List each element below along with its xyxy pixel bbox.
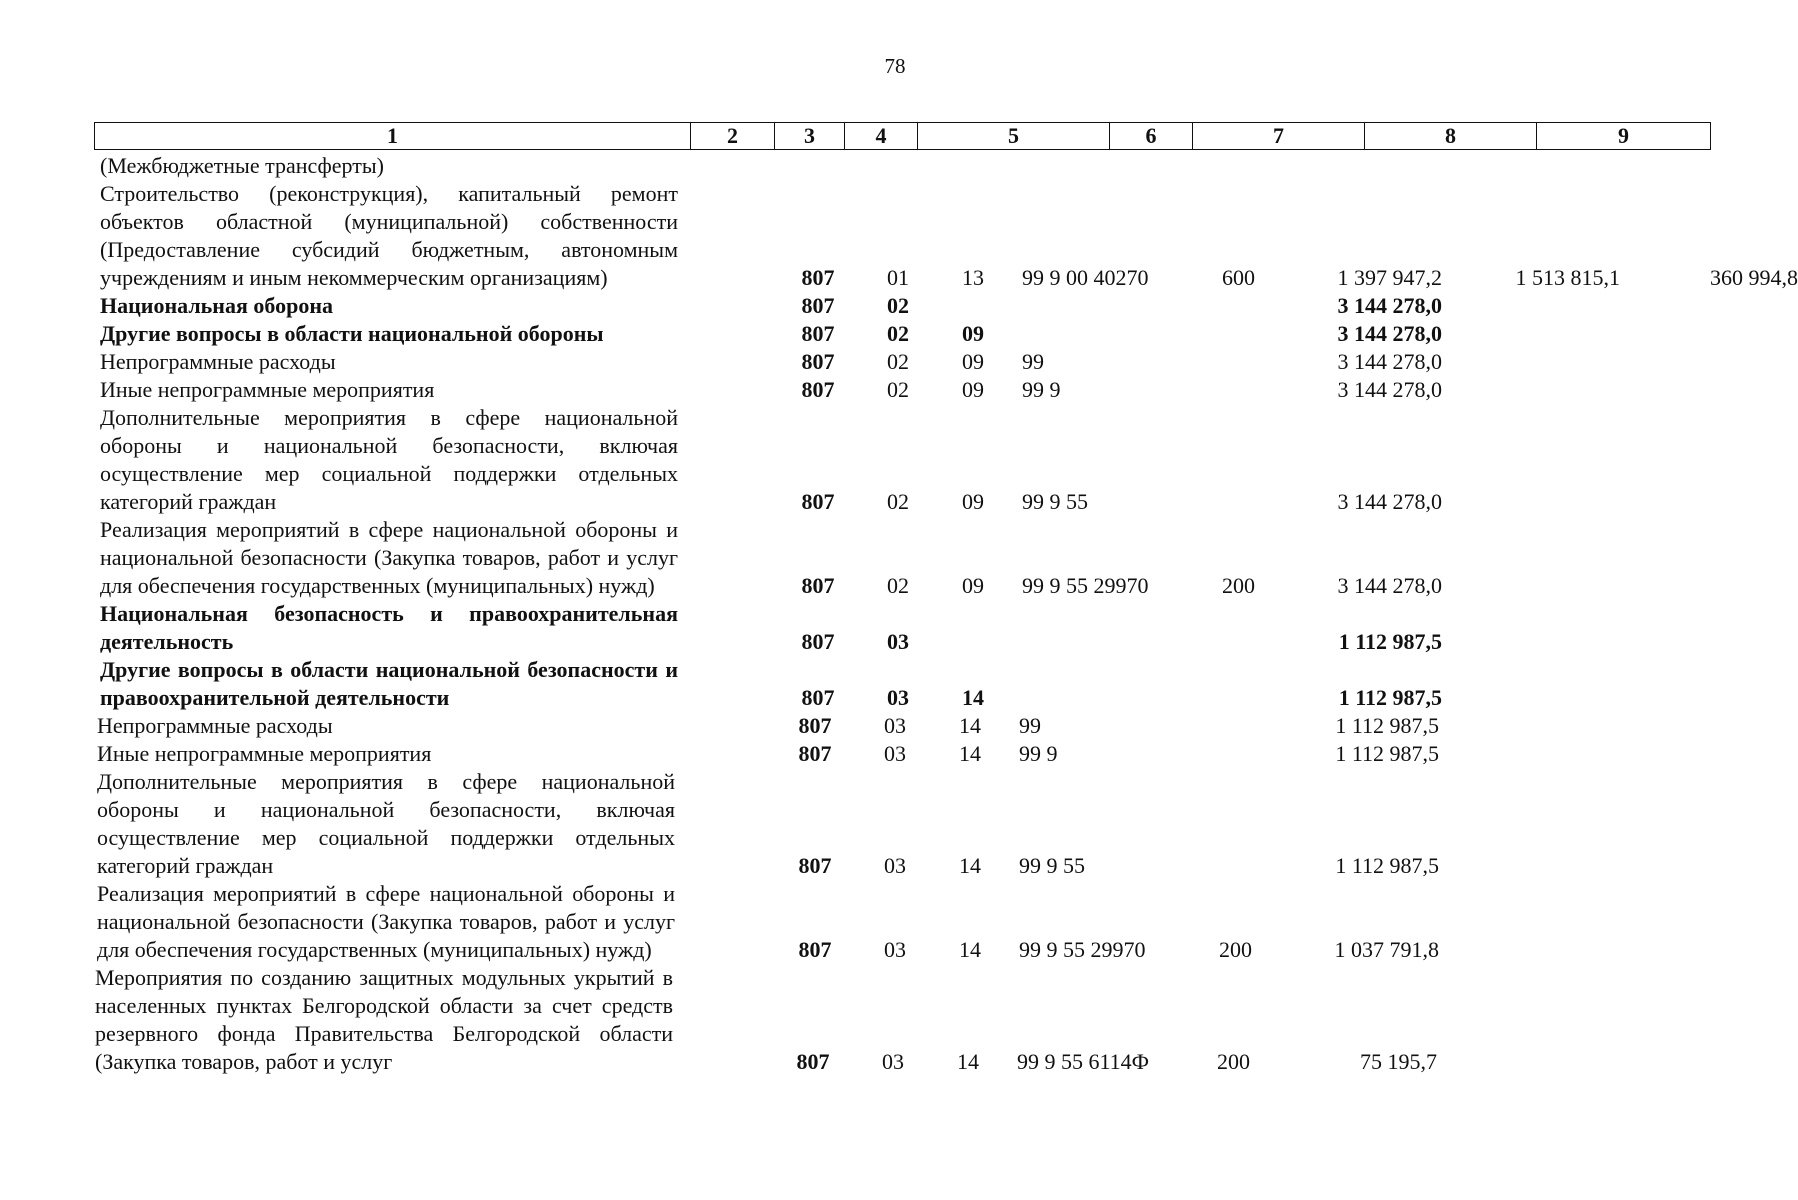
column-header: 6 <box>1110 123 1193 150</box>
cell-amount-col7: 1 037 791,8 <box>1334 937 1439 962</box>
table-row <box>100 656 1714 712</box>
row-name: Строительство (реконструкция), капитальный ремонт объектов областной (муниципальной) собственности (Предоставление субсидий бюджетным, автономным учреждениям и иным некоммерческим организациям) <box>100 181 678 290</box>
cell-ministry-code: 807 <box>801 349 835 374</box>
row-name: Иные непрограммные мероприятия <box>97 741 432 766</box>
cell-expense-type: 200 <box>1217 1049 1250 1074</box>
cell-section: 03 <box>884 741 906 766</box>
table-row <box>100 152 1714 180</box>
column-header: 2 <box>691 123 775 150</box>
table-row <box>100 292 1714 320</box>
table-row <box>95 964 1714 1076</box>
column-header: 4 <box>845 123 918 150</box>
table-row <box>100 516 1714 600</box>
cell-section: 03 <box>882 1049 904 1074</box>
cell-ministry-code: 807 <box>801 685 835 710</box>
cell-subsection: 14 <box>959 937 981 962</box>
cell-ministry-code: 807 <box>801 377 835 402</box>
cell-target-article: 99 9 55 29970 <box>1022 573 1149 598</box>
column-header-table <box>94 122 1711 150</box>
cell-amount-col8: 1 513 815,1 <box>1515 265 1620 290</box>
cell-section: 03 <box>884 937 906 962</box>
cell-section: 02 <box>887 349 909 374</box>
row-name: Иные непрограммные мероприятия <box>100 377 435 402</box>
cell-ministry-code: 807 <box>801 321 835 346</box>
table-row <box>100 180 1798 292</box>
cell-ministry-code: 807 <box>798 713 832 738</box>
cell-subsection: 09 <box>962 349 984 374</box>
row-name: Национальная безопасность и правоохранительная деятельность <box>100 601 678 654</box>
cell-ministry-code: 807 <box>801 629 835 654</box>
cell-target-article: 99 9 55 29970 <box>1019 937 1146 962</box>
table-row <box>100 348 1714 376</box>
cell-amount-col7: 3 144 278,0 <box>1337 321 1442 346</box>
column-header: 7 <box>1193 123 1365 150</box>
cell-subsection: 14 <box>959 713 981 738</box>
cell-amount-col9: 360 994,8 <box>1710 265 1798 290</box>
cell-subsection: 14 <box>959 741 981 766</box>
row-name: Дополнительные мероприятия в сфере национальной обороны и национальной безопасности, включая осуществление мер социальной поддержки отдельных категорий граждан <box>100 405 678 514</box>
row-name: Непрограммные расходы <box>100 349 336 374</box>
cell-section: 03 <box>884 713 906 738</box>
cell-target-article: 99 9 00 40270 <box>1022 265 1149 290</box>
cell-ministry-code: 807 <box>798 853 832 878</box>
table-row <box>97 768 1714 880</box>
cell-target-article: 99 9 <box>1019 741 1058 766</box>
cell-amount-col7: 1 397 947,2 <box>1337 265 1442 290</box>
table-row <box>100 600 1714 656</box>
cell-amount-col7: 3 144 278,0 <box>1337 377 1442 402</box>
cell-ministry-code: 807 <box>801 573 835 598</box>
column-header: 8 <box>1365 123 1537 150</box>
cell-section: 02 <box>887 489 909 514</box>
cell-section: 02 <box>887 293 909 318</box>
cell-target-article: 99 9 55 <box>1019 853 1085 878</box>
cell-target-article: 99 9 55 6114Ф <box>1017 1049 1150 1074</box>
cell-section: 01 <box>887 265 909 290</box>
cell-ministry-code: 807 <box>798 937 832 962</box>
cell-amount-col7: 1 112 987,5 <box>1335 741 1439 766</box>
cell-amount-col7: 1 112 987,5 <box>1338 685 1442 710</box>
cell-target-article: 99 9 55 <box>1022 489 1088 514</box>
cell-amount-col7: 1 112 987,5 <box>1338 629 1442 654</box>
cell-section: 02 <box>887 377 909 402</box>
cell-subsection: 14 <box>962 685 984 710</box>
cell-ministry-code: 807 <box>801 265 835 290</box>
page-number: 78 <box>884 54 906 78</box>
cell-subsection: 09 <box>962 573 984 598</box>
cell-amount-col7: 3 144 278,0 <box>1337 489 1442 514</box>
table-row <box>100 404 1714 516</box>
cell-amount-col7: 1 112 987,5 <box>1335 713 1439 738</box>
cell-ministry-code: 807 <box>801 293 835 318</box>
cell-section: 02 <box>887 321 909 346</box>
row-name: Другие вопросы в области национальной обороны <box>100 321 604 346</box>
cell-subsection: 14 <box>957 1049 979 1074</box>
cell-amount-col7: 3 144 278,0 <box>1337 573 1442 598</box>
cell-expense-type: 600 <box>1222 265 1255 290</box>
cell-amount-col7: 3 144 278,0 <box>1337 349 1442 374</box>
cell-target-article: 99 <box>1019 713 1041 738</box>
cell-section: 03 <box>887 629 909 654</box>
cell-target-article: 99 9 <box>1022 377 1061 402</box>
column-header: 1 <box>95 123 691 150</box>
cell-subsection: 09 <box>962 489 984 514</box>
cell-expense-type: 200 <box>1219 937 1252 962</box>
budget-table-body <box>0 152 1798 1076</box>
table-row <box>100 320 1714 348</box>
column-header: 9 <box>1537 123 1711 150</box>
column-header: 5 <box>918 123 1110 150</box>
row-name: Мероприятия по созданию защитных модульных укрытий в населенных пунктах Белгородской области за счет средств резервного фонда Правительства Белгородской области (Закупка товаров, работ и услуг <box>95 965 673 1074</box>
row-name: Непрограммные расходы <box>97 713 333 738</box>
cell-subsection: 09 <box>962 321 984 346</box>
cell-target-article: 99 <box>1022 349 1044 374</box>
row-name: Реализация мероприятий в сфере национальной обороны и национальной безопасности (Закупка товаров, работ и услуг для обеспечения государственных (муниципальных) нужд) <box>97 881 675 962</box>
cell-amount-col7: 75 195,7 <box>1360 1049 1437 1074</box>
cell-amount-col7: 3 144 278,0 <box>1337 293 1442 318</box>
cell-section: 03 <box>884 853 906 878</box>
row-name: Реализация мероприятий в сфере национальной обороны и национальной безопасности (Закупка товаров, работ и услуг для обеспечения государственных (муниципальных) нужд) <box>100 517 678 598</box>
row-name: (Межбюджетные трансферты) <box>100 153 384 178</box>
row-name: Другие вопросы в области национальной безопасности и правоохранительной деятельности <box>100 657 678 710</box>
cell-ministry-code: 807 <box>801 489 835 514</box>
cell-section: 02 <box>887 573 909 598</box>
table-row <box>100 376 1714 404</box>
cell-expense-type: 200 <box>1222 573 1255 598</box>
cell-subsection: 14 <box>959 853 981 878</box>
table-row <box>97 740 1714 768</box>
column-header-row <box>95 123 1711 150</box>
cell-subsection: 13 <box>962 265 984 290</box>
cell-subsection: 09 <box>962 377 984 402</box>
cell-amount-col7: 1 112 987,5 <box>1335 853 1439 878</box>
cell-ministry-code: 807 <box>796 1049 830 1074</box>
table-row <box>97 880 1714 964</box>
row-name: Дополнительные мероприятия в сфере национальной обороны и национальной безопасности, включая осуществление мер социальной поддержки отдельных категорий граждан <box>97 769 675 878</box>
cell-ministry-code: 807 <box>798 741 832 766</box>
row-name: Национальная оборона <box>100 293 334 318</box>
table-row <box>97 712 1714 740</box>
column-header: 3 <box>775 123 845 150</box>
cell-section: 03 <box>887 685 909 710</box>
